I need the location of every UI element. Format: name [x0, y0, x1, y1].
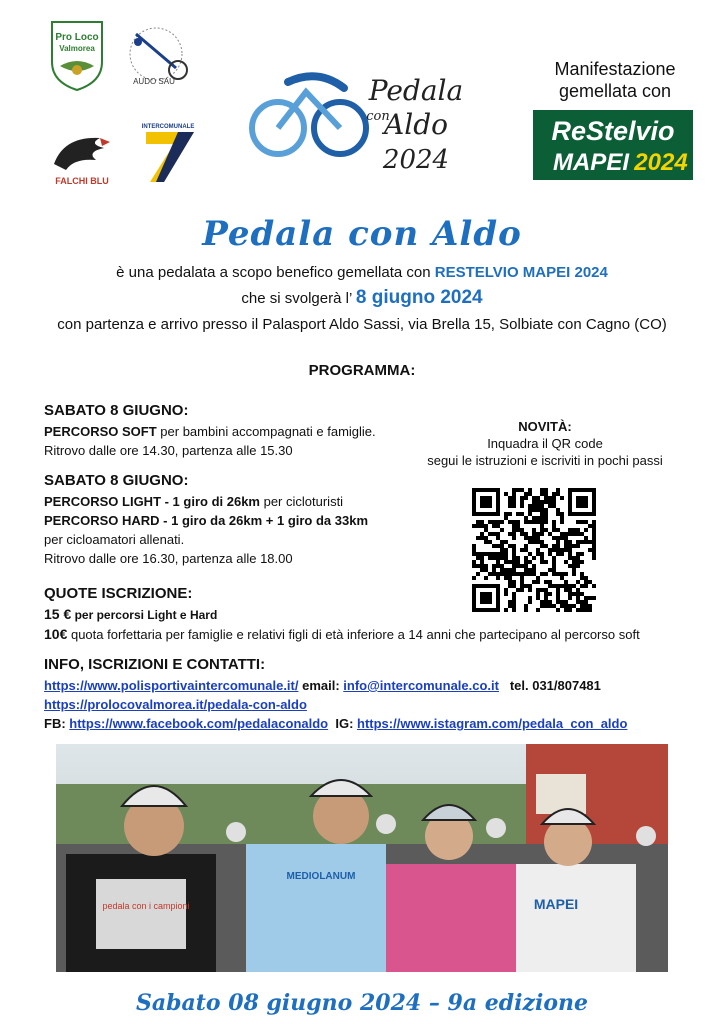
gemellata-line-1: Manifestazione	[554, 59, 676, 79]
restelvio-mapei-logo	[533, 110, 693, 180]
sat1-course-desc: per bambini accompagnati e famiglie.	[156, 424, 376, 439]
info-line-1	[44, 676, 704, 695]
intercomunale-logo	[138, 120, 198, 186]
sat2-light-name: PERCORSO LIGHT - 1 giro di 26km	[44, 494, 260, 509]
pedala-con-aldo-logo	[248, 66, 468, 178]
info-block	[44, 654, 704, 733]
sat1-course	[44, 422, 424, 441]
facebook-link[interactable]: https://www.facebook.com/pedalaconaldo	[69, 716, 329, 731]
info-line-2	[44, 695, 704, 714]
sat2-light-desc: per cicloturisti	[259, 494, 344, 509]
price-1-desc: per percorsi Light e Hard	[71, 608, 218, 622]
price-2-desc: quota forfettaria per famiglie e relativi figli di età inferiore a 14 anni che partecipano al percorso soft	[67, 627, 640, 642]
novita-line-2: segui le istruzioni e iscriviti in pochi passi	[427, 453, 663, 468]
pro-loco-valmorea-logo	[48, 18, 106, 92]
intro-line	[0, 264, 724, 281]
polisportiva-link[interactable]: https://www.polisportivaintercomunale.it/	[44, 678, 299, 693]
page-title: Pedala con Aldo	[202, 214, 522, 254]
info-heading: INFO, ISCRIZIONI E CONTATTI:	[44, 656, 266, 673]
pedala-logo-word: Pedala	[368, 74, 464, 107]
gemellata-label	[530, 58, 700, 102]
novita-block	[400, 418, 690, 469]
restelvio-text: ReStelvio	[551, 116, 675, 146]
sat1-heading: SABATO 8 GIUGNO:	[44, 402, 189, 419]
quote-line-1	[44, 605, 704, 625]
saturday-block-2	[44, 470, 424, 568]
novita-heading: NOVITÀ:	[518, 419, 572, 434]
gemellata-line-2: gemellata con	[558, 81, 672, 101]
jersey-text-1: pedala con i campioni	[102, 901, 190, 911]
info-line-3	[44, 714, 704, 733]
proloco-link[interactable]: https://prolocovalmorea.it/pedala-con-aldo	[44, 697, 307, 712]
telephone: tel. 031/807481	[498, 678, 601, 693]
sat2-light	[44, 492, 424, 511]
price-1: 15 €	[44, 606, 72, 622]
sat2-meeting: Ritrovo dalle ore 16.30, partenza alle 18.00	[44, 551, 293, 566]
date-line	[0, 287, 724, 309]
date-prefix: che si svolgerà l’	[241, 290, 356, 307]
intro-highlight: RESTELVIO MAPEI 2024	[434, 264, 608, 281]
jersey-text-2: MEDIOLANUM	[286, 871, 356, 882]
logo-year: 2024	[382, 145, 450, 175]
cycling-club-logo	[124, 22, 194, 88]
mapei-text: MAPEI	[552, 149, 630, 176]
jersey-text-3: MAPEI	[533, 896, 579, 912]
place-line: con partenza e arrivo presso il Palasport Aldo Sassi, via Brella 15, Solbiate con Cagno (CO)	[57, 316, 667, 333]
falchi-text: FALCHI BLU	[55, 176, 109, 186]
sat2-hard-name: PERCORSO HARD - 1 giro da 26km + 1 giro da 33km	[44, 513, 369, 528]
sat1-course-name: PERCORSO SOFT	[44, 424, 157, 439]
cyclists-photo	[56, 744, 668, 972]
restelvio-year-text: 2024	[634, 149, 688, 176]
instagram-link[interactable]: https://www.istagram.com/pedala_con_aldo	[357, 716, 628, 731]
con-logo-word: con	[366, 109, 390, 124]
programma-heading: PROGRAMMA:	[308, 362, 416, 379]
fb-label: FB:	[44, 716, 70, 731]
cycling-logo-text: AUDO SAU	[133, 77, 175, 86]
sat2-heading: SABATO 8 GIUGNO:	[44, 472, 189, 489]
quote-heading: QUOTE ISCRIZIONE:	[44, 585, 193, 602]
quote-block	[44, 583, 704, 644]
price-2: 10€	[44, 626, 68, 642]
email-label: email:	[298, 678, 344, 693]
event-date: 8 giugno 2024	[355, 287, 483, 308]
saturday-block-1	[44, 400, 424, 460]
sat2-hard-desc: per cicloamatori allenati.	[44, 532, 185, 547]
falchi-blu-logo	[44, 130, 120, 190]
footer-edition: Sabato 08 giugno 2024 – 9a edizione	[135, 990, 589, 1016]
aldo-logo-word: Aldo	[384, 108, 448, 141]
quote-line-2	[44, 625, 704, 644]
intro-text: è una pedalata a scopo benefico gemellata con	[116, 264, 435, 281]
ig-label: IG:	[328, 716, 358, 731]
proloco-text-2: Valmorea	[59, 44, 95, 53]
intercom-text: INTERCOMUNALE	[141, 124, 195, 130]
novita-line-1: Inquadra il QR code	[487, 436, 603, 451]
proloco-text-1: Pro Loco	[55, 32, 99, 43]
sat1-meeting: Ritrovo dalle ore 14.30, partenza alle 15.30	[44, 443, 293, 458]
email-link[interactable]: info@intercomunale.co.it	[343, 678, 499, 693]
